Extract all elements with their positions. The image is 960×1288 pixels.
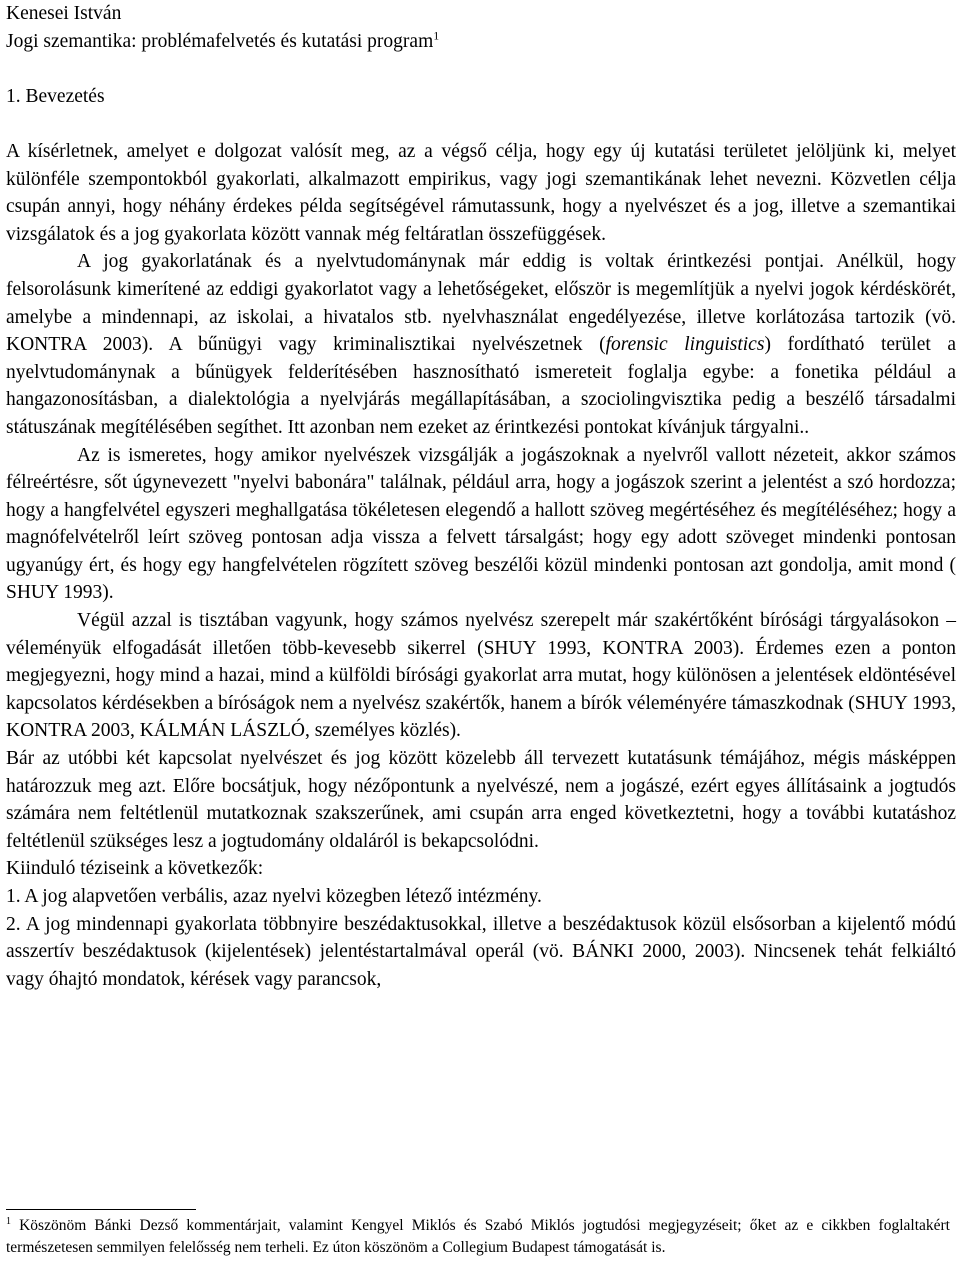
paragraph-3: Az is ismeretes, hogy amikor nyelvészek vizsgálják a jogászoknak a nyelvről vallott nézeteit, akkor számos félreértésre, sőt úgynevezett "nyelvi babonára" találnak, például arra, hogy a jogászok szerint a jelentést a szó hordozza; hogy a hangfelvétel egyszeri meghallgatása tökéletesen elegendő a hallott szöveg megértéséhez és megítéléséhez; hogy a magnófelvételről leírt szöveg pontosan adja vissza a felvett társalgást; hogy egy adott szöveget mindenki pontosan ugyanúgy ért, és hogy egy hangfelvételen rögzített szöveg beszélői közül mindenki pontosan azt gondolja, amit mond ( SHUY 1993). xyxy=(6,444,956,604)
thesis-2: 2. A jog mindennapi gyakorlata többnyire beszédaktusokkal, illetve a beszédaktusok közül elsősorban a kijelentő módú asszertív beszédaktusok (kijelentések) jelentéstartalmával operál (vö. BÁNKI 2000, 2003). Nincsenek tehát felkiáltó vagy óhajtó mondatok, kérések vagy parancsok, xyxy=(6,913,956,990)
paragraph-5: Bár az utóbbi két kapcsolat nyelvészet és jog között közelebb áll tervezett kutatásunk témájához, mégis másképpen határozzuk meg azt. Előre bocsátjuk, hogy nézőpontunk a nyelvészé, nem a jogászé, ezért egyes állításaink a jogtudós számára nem feltétlenül mutatkoznak szakszerűnek, ami csupán arra enged következtetni, hogy a további kutatáshoz feltétlenül szükséges lesz a jogtudomány oldaláról is bekapcsolódni. xyxy=(6,748,956,852)
footnote-text: Köszönöm Bánki Dezső kommentárjait, valamint Kengyel Miklós és Szabó Miklós jogtudósi megjegyzéseit; őket az e cikkben foglaltakért természetesen semmilyen felelősség nem terheli. Ez úton köszönöm a Collegium Budapest támogatását is. xyxy=(6,1217,950,1256)
author-line: Kenesei István xyxy=(6,3,122,24)
spacer xyxy=(6,110,956,138)
paragraph-4: Végül azzal is tisztában vagyunk, hogy számos nyelvész szerepelt már szakértőként bírósági tárgyalásokon – véleményük elfogadását illetően több-kevesebb sikerrel (SHUY 1993, KONTRA 2003). Érdemes ezen a ponton megjegyezni, hogy mind a hazai, mind a külföldi bírósági gyakorlat arra mutat, hogy különösen a jelentések eldöntésével kapcsolatos kérdésekben a bíróságok nem a nyelvész szakértők, hanem a bírók véleményére támaszkodnak (SHUY 1993, KONTRA 2003, KÁLMÁN LÁSZLÓ, személyes közlés). xyxy=(6,610,956,742)
document-page xyxy=(6,0,956,993)
paragraph-2-italic-term: forensic linguistics xyxy=(605,334,765,356)
paper-title xyxy=(6,28,956,56)
footnote-mark: 1 xyxy=(6,1215,11,1227)
footnote-ref-mark[interactable]: 1 xyxy=(433,28,440,43)
paragraph-2-text-a: A jog gyakorlatának és a nyelvtudománynak már eddig is voltak érintkezési pontjai. Anélkül, hogy felsorolásunk kimerítené az eddigi gyakorlatot vagy a lehetőségeket, először is megemlítjük a nyelvi jogok kérdéskörét, amelybe a mindennapi, az iskolai, a hivatalos stb. nyelvhasználat engedélyezése, illetve korlátozása tartozik (vö. KONTRA 2003). A bűnügyi vagy kriminalisztikai nyelvészetnek ( xyxy=(6,251,956,356)
thesis-1: 1. A jog alapvetően verbális, azaz nyelvi közegben létező intézmény. xyxy=(6,886,542,907)
spacer xyxy=(6,55,956,83)
paragraph-1: A kísérletnek, amelyet e dolgozat valósít meg, az a végső célja, hogy egy új kutatási területet jelöljünk ki, melyet különféle szempontokból gyakorlati, alkalmazott empirikus, vagy jogi szemantikának lehet nevezni. Közvetlen célja csupán annyi, hogy néhány érdekes példa segítségével rámutassunk, hogy a nyelvészet és a jog, illetve a szemantikai vizsgálatok és a jog gyakorlata között vannak még feltáratlan összefüggések. xyxy=(6,140,956,245)
paragraph-2-text-b: ) fordítható terület a nyelvtudománynak a bűnügyek felderítésében hasznosítható ismereteit foglalja egybe: a fonetika például a hangazonosításban, a dialektológia a nyelvjárás megállapításában, a szociolingvisztika pedig a beszélő társadalmi státuszának megítélésében segíthet. Itt azonban nem ezeket az érintkezési pontokat kívánjuk tárgyalni.. xyxy=(6,334,956,438)
footnote xyxy=(6,1215,950,1259)
paragraph-6: Kiinduló téziseink a következők: xyxy=(6,858,264,880)
paper-title-text: Jogi szemantika: problémafelvetés és kutatási program xyxy=(6,30,434,52)
section-heading: 1. Bevezetés xyxy=(6,85,105,107)
paragraph-2 xyxy=(6,248,956,441)
footnote-divider xyxy=(6,1209,196,1210)
